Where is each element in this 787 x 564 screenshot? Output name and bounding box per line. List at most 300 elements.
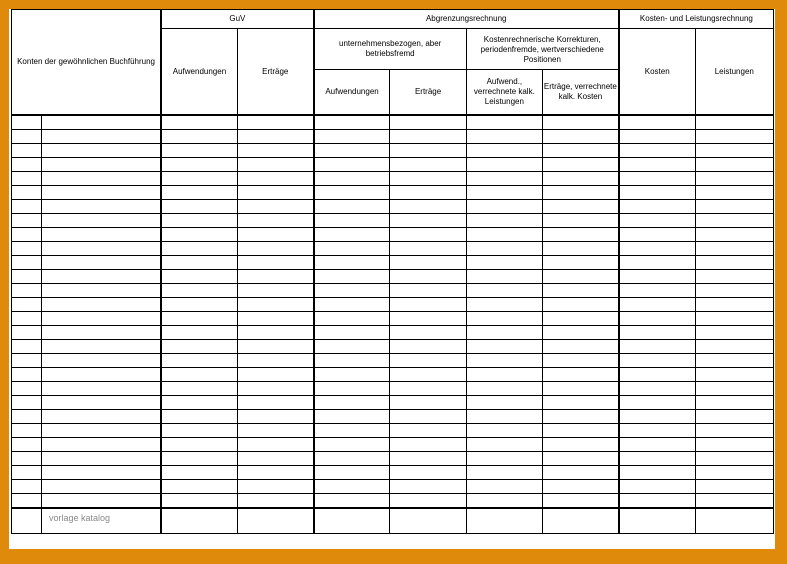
table-cell[interactable] [237, 256, 313, 270]
table-cell[interactable] [314, 186, 390, 200]
table-cell[interactable] [314, 130, 390, 144]
table-cell[interactable] [695, 438, 773, 452]
table-cell[interactable] [42, 200, 161, 214]
table-cell[interactable] [695, 186, 773, 200]
table-cell[interactable] [314, 158, 390, 172]
table-cell[interactable] [390, 438, 466, 452]
table-cell[interactable] [42, 228, 161, 242]
table-cell[interactable] [390, 144, 466, 158]
table-cell[interactable] [161, 242, 237, 256]
table-cell[interactable] [42, 424, 161, 438]
table-cell[interactable] [12, 326, 42, 340]
table-cell[interactable] [390, 382, 466, 396]
table-cell[interactable] [695, 508, 773, 534]
table-cell[interactable] [12, 494, 42, 509]
table-cell[interactable] [237, 396, 313, 410]
table-cell[interactable] [466, 382, 542, 396]
form-sheet [9, 9, 775, 549]
table-cell[interactable] [695, 340, 773, 354]
table-cell[interactable] [314, 326, 390, 340]
table-cell[interactable] [543, 494, 619, 509]
table-cell[interactable] [466, 172, 542, 186]
table-cell[interactable] [161, 228, 237, 242]
table-cell[interactable] [161, 424, 237, 438]
table-cell[interactable] [161, 270, 237, 284]
table-cell[interactable] [390, 368, 466, 382]
table-cell[interactable] [237, 466, 313, 480]
table-cell[interactable] [543, 298, 619, 312]
table-cell[interactable] [695, 452, 773, 466]
table-cell[interactable] [42, 382, 161, 396]
table-cell[interactable] [695, 284, 773, 298]
table-cell[interactable] [42, 480, 161, 494]
table-cell[interactable] [12, 508, 42, 534]
table-cell[interactable] [161, 158, 237, 172]
table-cell[interactable] [619, 242, 695, 256]
table-cell[interactable] [314, 312, 390, 326]
table-cell[interactable] [237, 214, 313, 228]
table-cell[interactable] [237, 172, 313, 186]
table-cell[interactable] [466, 508, 542, 534]
table-cell[interactable] [314, 480, 390, 494]
table-cell[interactable] [619, 466, 695, 480]
table-cell[interactable] [619, 228, 695, 242]
table-cell[interactable] [12, 228, 42, 242]
table-cell[interactable] [237, 354, 313, 368]
table-cell[interactable] [42, 312, 161, 326]
table-row [12, 438, 774, 452]
table-cell[interactable] [695, 214, 773, 228]
table-cell[interactable] [543, 410, 619, 424]
table-cell[interactable] [42, 270, 161, 284]
table-cell[interactable] [12, 438, 42, 452]
table-cell[interactable] [42, 494, 161, 509]
table-cell[interactable] [237, 186, 313, 200]
table-cell[interactable] [543, 508, 619, 534]
table-cell[interactable] [42, 298, 161, 312]
table-cell[interactable] [466, 284, 542, 298]
table-cell[interactable] [695, 200, 773, 214]
table-cell[interactable] [619, 494, 695, 509]
table-cell[interactable] [237, 438, 313, 452]
table-cell[interactable] [543, 172, 619, 186]
table-cell[interactable] [42, 284, 161, 298]
table-cell[interactable] [390, 186, 466, 200]
table-cell[interactable] [12, 186, 42, 200]
table-cell[interactable] [619, 270, 695, 284]
table-cell[interactable] [543, 312, 619, 326]
table-cell[interactable] [619, 115, 695, 130]
table-cell[interactable] [695, 312, 773, 326]
table-cell[interactable] [619, 340, 695, 354]
table-cell[interactable] [466, 326, 542, 340]
unternehmen-header: unternehmensbezogen, aber betriebsfremd [314, 29, 467, 70]
table-cell[interactable] [237, 326, 313, 340]
table-cell[interactable] [543, 466, 619, 480]
table-cell[interactable] [12, 172, 42, 186]
table-cell[interactable] [543, 424, 619, 438]
table-cell[interactable] [390, 270, 466, 284]
table-cell[interactable] [237, 382, 313, 396]
table-cell[interactable] [695, 396, 773, 410]
table-cell[interactable] [42, 354, 161, 368]
table-cell[interactable] [314, 144, 390, 158]
table-cell[interactable] [42, 326, 161, 340]
table-cell[interactable] [619, 508, 695, 534]
table-cell[interactable] [237, 270, 313, 284]
table-cell[interactable] [42, 410, 161, 424]
table-cell[interactable] [237, 368, 313, 382]
table-cell[interactable] [390, 508, 466, 534]
table-cell[interactable] [161, 382, 237, 396]
table-cell[interactable] [390, 312, 466, 326]
table-cell[interactable] [12, 396, 42, 410]
table-cell[interactable] [695, 115, 773, 130]
table-cell[interactable] [12, 480, 42, 494]
table-cell[interactable] [161, 326, 237, 340]
table-cell[interactable] [237, 312, 313, 326]
table-cell[interactable] [161, 368, 237, 382]
table-cell[interactable] [390, 494, 466, 509]
table-cell[interactable] [695, 368, 773, 382]
table-cell[interactable] [695, 158, 773, 172]
table-cell[interactable] [161, 172, 237, 186]
table-cell[interactable] [390, 284, 466, 298]
table-cell[interactable] [619, 172, 695, 186]
table-cell[interactable] [237, 494, 313, 509]
table-cell[interactable] [314, 424, 390, 438]
table-cell[interactable] [237, 228, 313, 242]
table-cell[interactable] [619, 382, 695, 396]
table-cell[interactable] [543, 340, 619, 354]
table-cell[interactable] [237, 424, 313, 438]
table-cell[interactable] [543, 130, 619, 144]
table-cell[interactable] [695, 466, 773, 480]
table-cell[interactable] [12, 368, 42, 382]
table-cell[interactable] [42, 130, 161, 144]
table-cell[interactable] [695, 130, 773, 144]
table-cell[interactable] [543, 480, 619, 494]
table-cell[interactable] [390, 410, 466, 424]
table-cell[interactable] [12, 298, 42, 312]
table-cell[interactable] [390, 298, 466, 312]
table-cell[interactable] [390, 480, 466, 494]
table-cell[interactable] [466, 452, 542, 466]
table-cell[interactable] [466, 494, 542, 509]
table-cell[interactable] [619, 298, 695, 312]
table-cell[interactable] [314, 200, 390, 214]
table-cell[interactable] [161, 200, 237, 214]
table-cell[interactable] [161, 410, 237, 424]
table-cell[interactable] [42, 396, 161, 410]
table-cell[interactable] [161, 438, 237, 452]
table-row [12, 424, 774, 438]
table-cell[interactable] [390, 354, 466, 368]
table-row [12, 466, 774, 480]
table-cell[interactable] [543, 270, 619, 284]
table-cell[interactable] [390, 242, 466, 256]
table-cell[interactable] [543, 228, 619, 242]
table-cell[interactable] [314, 466, 390, 480]
table-cell[interactable] [619, 452, 695, 466]
table-cell[interactable] [237, 200, 313, 214]
table-cell[interactable] [314, 452, 390, 466]
table-cell[interactable] [466, 480, 542, 494]
table-cell[interactable] [12, 354, 42, 368]
table-cell[interactable] [12, 382, 42, 396]
table-cell[interactable] [466, 186, 542, 200]
table-cell[interactable] [314, 354, 390, 368]
table-cell[interactable] [314, 270, 390, 284]
table-cell[interactable] [619, 200, 695, 214]
table-cell[interactable] [314, 242, 390, 256]
table-cell[interactable] [237, 298, 313, 312]
table-cell[interactable] [390, 256, 466, 270]
table-cell[interactable] [466, 354, 542, 368]
table-cell[interactable] [12, 424, 42, 438]
table-cell[interactable] [314, 214, 390, 228]
table-cell[interactable] [466, 228, 542, 242]
table-row [12, 410, 774, 424]
table-cell[interactable] [237, 242, 313, 256]
table-cell[interactable] [314, 284, 390, 298]
table-cell[interactable] [314, 382, 390, 396]
table-cell[interactable] [161, 214, 237, 228]
table-cell[interactable] [161, 508, 237, 534]
table-cell[interactable] [390, 115, 466, 130]
table-cell[interactable] [543, 438, 619, 452]
table-cell[interactable] [314, 298, 390, 312]
table-cell[interactable] [466, 200, 542, 214]
table-cell[interactable] [695, 242, 773, 256]
table-cell[interactable] [619, 144, 695, 158]
table-cell[interactable] [237, 130, 313, 144]
table-cell[interactable] [619, 158, 695, 172]
table-cell[interactable] [12, 144, 42, 158]
table-cell[interactable] [161, 396, 237, 410]
table-cell[interactable] [12, 270, 42, 284]
table-cell[interactable] [619, 312, 695, 326]
table-cell[interactable] [466, 340, 542, 354]
table-cell[interactable] [466, 256, 542, 270]
table-cell[interactable] [695, 410, 773, 424]
table-cell[interactable] [695, 354, 773, 368]
table-cell[interactable] [466, 270, 542, 284]
table-cell[interactable] [543, 354, 619, 368]
table-cell[interactable] [466, 242, 542, 256]
table-row [12, 270, 774, 284]
table-cell[interactable] [390, 424, 466, 438]
table-cell[interactable] [695, 326, 773, 340]
table-cell[interactable] [12, 452, 42, 466]
table-cell[interactable] [314, 256, 390, 270]
table-cell[interactable] [12, 410, 42, 424]
table-cell[interactable] [12, 340, 42, 354]
table-cell[interactable] [314, 172, 390, 186]
table-cell[interactable] [695, 172, 773, 186]
table-cell[interactable] [695, 144, 773, 158]
table-cell[interactable] [619, 284, 695, 298]
table-cell[interactable] [390, 326, 466, 340]
table-cell[interactable] [543, 158, 619, 172]
table-cell[interactable] [466, 115, 542, 130]
table-cell[interactable] [543, 396, 619, 410]
table-cell[interactable] [543, 382, 619, 396]
table-cell[interactable] [390, 158, 466, 172]
table-cell[interactable] [237, 340, 313, 354]
table-cell[interactable] [390, 214, 466, 228]
table-row [12, 130, 774, 144]
table-cell[interactable] [314, 115, 390, 130]
kosten-leistung-header: Kosten- und Leistungsrechnung [619, 10, 774, 29]
table-cell[interactable] [237, 508, 313, 534]
table-cell[interactable] [695, 494, 773, 509]
table-cell[interactable] [314, 438, 390, 452]
table-cell[interactable] [314, 508, 390, 534]
table-cell[interactable] [237, 115, 313, 130]
table-cell[interactable] [390, 466, 466, 480]
table-cell[interactable] [390, 452, 466, 466]
table-cell[interactable] [466, 424, 542, 438]
table-cell[interactable] [695, 270, 773, 284]
table-cell[interactable] [42, 452, 161, 466]
table-cell[interactable] [619, 396, 695, 410]
table-cell[interactable] [390, 340, 466, 354]
table-cell[interactable] [619, 256, 695, 270]
table-cell[interactable] [619, 438, 695, 452]
table-cell[interactable] [161, 130, 237, 144]
table-cell[interactable] [390, 396, 466, 410]
table-cell[interactable] [42, 340, 161, 354]
table-cell[interactable] [237, 480, 313, 494]
table-cell[interactable] [466, 312, 542, 326]
table-cell[interactable] [695, 256, 773, 270]
table-cell[interactable] [314, 228, 390, 242]
table-cell[interactable] [695, 382, 773, 396]
table-cell[interactable] [619, 480, 695, 494]
table-cell[interactable] [543, 186, 619, 200]
table-cell[interactable] [314, 368, 390, 382]
table-cell[interactable] [466, 130, 542, 144]
table-cell[interactable] [466, 144, 542, 158]
table-cell[interactable] [161, 284, 237, 298]
table-cell[interactable] [12, 214, 42, 228]
table-cell[interactable] [42, 368, 161, 382]
table-cell[interactable] [695, 424, 773, 438]
table-cell[interactable] [42, 256, 161, 270]
table-cell[interactable] [12, 200, 42, 214]
table-cell[interactable] [314, 410, 390, 424]
table-cell[interactable] [390, 172, 466, 186]
table-cell[interactable] [12, 242, 42, 256]
table-cell[interactable] [619, 214, 695, 228]
table-cell[interactable] [543, 284, 619, 298]
table-cell[interactable] [161, 144, 237, 158]
table-cell[interactable] [12, 130, 42, 144]
table-cell[interactable] [237, 410, 313, 424]
accounting-table [11, 9, 774, 534]
table-cell[interactable] [161, 256, 237, 270]
table-cell[interactable] [42, 115, 161, 130]
table-cell[interactable] [695, 228, 773, 242]
table-cell[interactable] [161, 312, 237, 326]
table-cell[interactable] [390, 228, 466, 242]
table-cell[interactable] [619, 424, 695, 438]
table-cell[interactable] [42, 172, 161, 186]
table-cell[interactable] [619, 130, 695, 144]
table-cell[interactable] [237, 284, 313, 298]
table-cell[interactable] [314, 396, 390, 410]
table-cell[interactable] [466, 466, 542, 480]
table-cell[interactable] [695, 480, 773, 494]
table-cell[interactable] [12, 115, 42, 130]
table-cell[interactable] [161, 466, 237, 480]
table-cell[interactable] [12, 256, 42, 270]
table-cell[interactable] [42, 186, 161, 200]
table-cell[interactable] [466, 410, 542, 424]
table-cell[interactable] [619, 186, 695, 200]
table-cell[interactable] [314, 494, 390, 509]
table-cell[interactable] [543, 256, 619, 270]
table-cell[interactable] [619, 368, 695, 382]
table-cell[interactable] [543, 368, 619, 382]
table-cell[interactable] [12, 312, 42, 326]
table-cell[interactable] [161, 340, 237, 354]
table-cell[interactable] [619, 354, 695, 368]
accounts-header: Konten der gewöhnlichen Buchführung [12, 10, 162, 116]
table-cell[interactable] [161, 354, 237, 368]
table-cell[interactable] [466, 368, 542, 382]
table-cell[interactable] [619, 410, 695, 424]
table-cell[interactable] [161, 494, 237, 509]
table-cell[interactable] [12, 158, 42, 172]
table-cell[interactable] [161, 186, 237, 200]
table-cell[interactable] [12, 466, 42, 480]
table-cell[interactable] [543, 144, 619, 158]
table-cell[interactable] [314, 340, 390, 354]
table-cell[interactable] [695, 298, 773, 312]
table-cell[interactable] [466, 396, 542, 410]
table-cell[interactable] [161, 452, 237, 466]
table-cell[interactable] [161, 298, 237, 312]
table-cell[interactable] [12, 284, 42, 298]
table-cell[interactable] [619, 326, 695, 340]
table-cell[interactable] [543, 326, 619, 340]
table-cell[interactable] [543, 200, 619, 214]
table-cell[interactable] [543, 452, 619, 466]
table-cell[interactable] [237, 158, 313, 172]
table-cell[interactable] [42, 144, 161, 158]
table-cell[interactable] [42, 214, 161, 228]
table-cell[interactable] [42, 242, 161, 256]
table-cell[interactable] [543, 115, 619, 130]
table-cell[interactable] [390, 130, 466, 144]
table-cell[interactable] [466, 298, 542, 312]
table-cell[interactable] [390, 200, 466, 214]
table-cell[interactable] [237, 452, 313, 466]
table-cell[interactable] [161, 115, 237, 130]
table-cell[interactable] [543, 214, 619, 228]
table-cell[interactable] [466, 438, 542, 452]
table-cell[interactable] [42, 438, 161, 452]
table-cell[interactable] [42, 466, 161, 480]
table-cell[interactable] [237, 144, 313, 158]
table-cell[interactable] [466, 214, 542, 228]
table-cell[interactable] [466, 158, 542, 172]
table-cell[interactable] [161, 480, 237, 494]
table-cell[interactable] [543, 242, 619, 256]
table-cell[interactable] [42, 158, 161, 172]
